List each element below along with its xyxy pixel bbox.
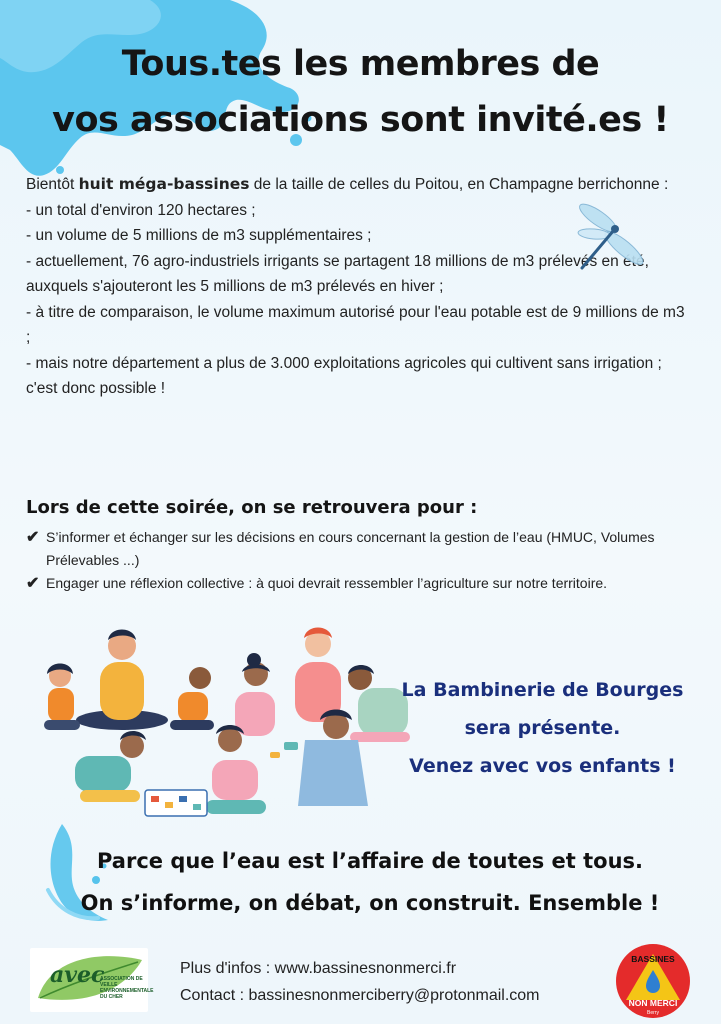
avec-logo — [30, 948, 154, 1012]
intro-item: - un total d'environ 120 hectares ; — [26, 201, 256, 219]
intro-prefix: Bientôt — [26, 176, 79, 193]
slogan-line-1: Parce que l’eau est l’affaire de toutes et tous. — [96, 849, 644, 873]
bambinerie-notice — [395, 671, 690, 785]
website-link[interactable]: Plus d'infos : www.bassinesnonmerci.fr — [180, 960, 457, 977]
bnm-small-label: Berry — [647, 1010, 659, 1016]
slogan-line-2: On s’informe, on débat, on construit. Ensemble ! — [80, 891, 660, 915]
checkmark-icon: ✔ — [26, 575, 40, 592]
intro-paragraph — [26, 172, 686, 198]
avec-tagline: ASSOCIATION DE VEILLE ENVIRONNEMENTALE DU CHER — [100, 976, 154, 1000]
intro-suffix: de la taille de celles du Poitou, en Champagne berrichonne : — [249, 176, 669, 193]
bnm-top-label: BASSINES — [631, 954, 675, 964]
bambinerie-line-3: Venez avec vos enfants ! — [409, 755, 676, 777]
main-title — [0, 36, 721, 148]
intro-item: - mais notre département a plus de 3.000 exploitations agricoles qui cultivent sans irrigation ; c'est donc possible ! — [26, 354, 662, 397]
checkmark-icon: ✔ — [26, 529, 40, 546]
intro-item: - à titre de comparaison, le volume maximum autorisé pour l'eau potable est de 9 millions de m3 ; — [26, 303, 685, 346]
children-playing-illustration — [30, 622, 420, 832]
list-item-text: Engager une réflexion collective : à quoi devrait ressembler l’agriculture sur notre territoire. — [46, 575, 608, 591]
bnm-bottom-label: NON MERCI — [628, 998, 678, 1008]
list-item-text: S’informer et échanger sur les décisions en cours concernant la gestion de l’eau (HMUC, Volumes Prélevables ...) — [46, 529, 655, 568]
soiree-list — [26, 526, 686, 595]
intro-item: - un volume de 5 millions de m3 supplémentaires ; — [26, 227, 372, 244]
bambinerie-line-1: La Bambinerie de Bourges — [401, 679, 684, 701]
intro-item: - actuellement, 76 agro-industriels irrigants se partagent 18 millions de m3 prélevés en été, auxquels s'ajouteront les 5 millions de m3 prélevés en hiver ; — [26, 252, 649, 295]
contact-block — [180, 955, 540, 1009]
soiree-heading: Lors de cette soirée, on se retrouvera pour : — [26, 497, 478, 518]
slogan — [60, 840, 680, 924]
list-item — [26, 526, 686, 572]
list-item — [26, 572, 686, 595]
dragonfly-icon — [572, 200, 652, 276]
avec-wordmark: avec — [50, 962, 105, 988]
contact-email[interactable]: Contact : bassinesnonmerciberry@protonmail.com — [180, 987, 540, 1004]
bassines-non-merci-logo — [614, 942, 692, 1020]
intro-highlight: huit méga-bassines — [78, 175, 250, 193]
title-line-2: vos associations sont invité.es ! — [52, 100, 669, 140]
title-line-1: Tous.tes les membres de — [121, 44, 600, 84]
bambinerie-line-2: sera présente. — [464, 717, 621, 739]
